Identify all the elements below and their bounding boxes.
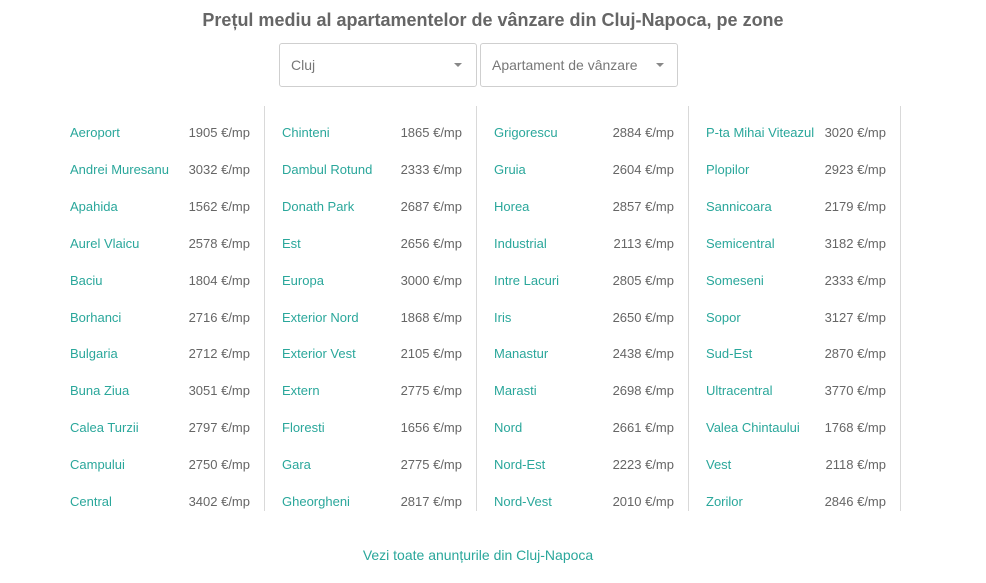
zone-row — [476, 234, 688, 254]
zone-row — [264, 381, 476, 401]
zone-row — [52, 160, 264, 180]
zone-link[interactable]: Sud-Est — [706, 346, 753, 361]
zone-row — [476, 492, 688, 512]
zone-row — [264, 271, 476, 291]
zone-price: 2870 €/mp — [824, 346, 886, 361]
zone-row — [264, 197, 476, 217]
zone-row — [688, 418, 900, 438]
zone-link[interactable]: Europa — [282, 273, 324, 288]
zone-row — [52, 492, 264, 512]
zone-link[interactable]: Industrial — [494, 236, 547, 251]
zone-price: 1905 €/mp — [188, 125, 250, 140]
zone-row — [476, 308, 688, 328]
zone-link[interactable]: Nord-Vest — [494, 494, 552, 509]
zone-row — [52, 418, 264, 438]
zone-column — [52, 106, 265, 511]
zone-link[interactable]: Borhanci — [70, 310, 122, 325]
zone-link[interactable]: Est — [282, 236, 301, 251]
zone-row — [476, 344, 688, 364]
zone-price: 2656 €/mp — [400, 236, 462, 251]
zone-link[interactable]: P-ta Mihai Viteazul — [706, 125, 815, 140]
view-all-listings-link[interactable]: Vezi toate anunțurile din Cluj-Napoca — [362, 547, 594, 563]
zone-link[interactable]: Sopor — [706, 310, 741, 325]
zone-price: 2438 €/mp — [612, 346, 674, 361]
zone-price: 3182 €/mp — [824, 236, 886, 251]
zone-price: 2857 €/mp — [612, 199, 674, 214]
zone-price: 2698 €/mp — [612, 383, 674, 398]
zone-row — [688, 455, 900, 475]
zone-link[interactable]: Dambul Rotund — [282, 162, 373, 177]
zone-price: 2333 €/mp — [824, 273, 886, 288]
zone-row — [52, 344, 264, 364]
zone-price: 2817 €/mp — [400, 494, 462, 509]
zone-row — [476, 418, 688, 438]
zone-row — [264, 344, 476, 364]
zone-row — [264, 492, 476, 512]
zone-row — [688, 197, 900, 217]
zone-price: 2750 €/mp — [188, 457, 250, 472]
zone-price: 2223 €/mp — [612, 457, 674, 472]
zone-price: 1868 €/mp — [400, 310, 462, 325]
zone-row — [264, 455, 476, 475]
zone-row — [52, 123, 264, 143]
zone-row — [688, 160, 900, 180]
zone-link[interactable]: Donath Park — [282, 199, 355, 214]
zone-price: 1562 €/mp — [188, 199, 250, 214]
zone-column — [688, 106, 901, 511]
zone-row — [688, 271, 900, 291]
zone-column — [264, 106, 477, 511]
zone-row — [688, 344, 900, 364]
zone-price: 2687 €/mp — [400, 199, 462, 214]
caret-down-icon — [656, 63, 664, 67]
zone-link[interactable]: Exterior Nord — [282, 310, 359, 325]
property-type-select-value: Apartament de vânzare — [492, 57, 638, 73]
zone-link[interactable]: Campului — [70, 457, 125, 472]
zone-link[interactable]: Grigorescu — [494, 125, 558, 140]
zone-price: 2604 €/mp — [612, 162, 674, 177]
zone-link[interactable]: Floresti — [282, 420, 325, 435]
zone-row — [476, 381, 688, 401]
zone-price: 2712 €/mp — [188, 346, 250, 361]
zone-link[interactable]: Sannicoara — [706, 199, 772, 214]
zone-price: 1768 €/mp — [824, 420, 886, 435]
zone-link[interactable]: Valea Chintaului — [706, 420, 800, 435]
zone-row — [476, 197, 688, 217]
zone-link[interactable]: Plopilor — [706, 162, 750, 177]
zone-link[interactable]: Andrei Muresanu — [70, 162, 169, 177]
zone-link[interactable]: Aeroport — [70, 125, 120, 140]
zone-link[interactable]: Calea Turzii — [70, 420, 139, 435]
zone-price: 3770 €/mp — [824, 383, 886, 398]
zone-row — [264, 418, 476, 438]
zone-link[interactable]: Central — [70, 494, 112, 509]
zone-price: 3051 €/mp — [188, 383, 250, 398]
zone-row — [52, 308, 264, 328]
zone-link[interactable]: Semicentral — [706, 236, 775, 251]
zone-row — [476, 123, 688, 143]
zone-link[interactable]: Chinteni — [282, 125, 330, 140]
zone-price: 2716 €/mp — [188, 310, 250, 325]
city-select[interactable] — [279, 43, 477, 87]
zone-price: 2105 €/mp — [400, 346, 462, 361]
page-title: Prețul mediu al apartamentelor de vânzare din Cluj-Napoca, pe zone — [202, 10, 784, 30]
zone-price: 2846 €/mp — [824, 494, 886, 509]
zone-link[interactable]: Buna Ziua — [70, 383, 130, 398]
zone-link[interactable]: Apahida — [70, 199, 118, 214]
zone-row — [264, 308, 476, 328]
zone-row — [476, 271, 688, 291]
zone-price: 2884 €/mp — [612, 125, 674, 140]
zone-link[interactable]: Someseni — [706, 273, 764, 288]
zone-price: 1804 €/mp — [188, 273, 250, 288]
zone-price: 3402 €/mp — [188, 494, 250, 509]
zone-link[interactable]: Extern — [282, 383, 320, 398]
zone-price: 1865 €/mp — [400, 125, 462, 140]
zone-price: 2118 €/mp — [825, 457, 886, 472]
zone-row — [688, 308, 900, 328]
zone-row — [688, 123, 900, 143]
zone-price: 3127 €/mp — [824, 310, 886, 325]
zone-row — [688, 492, 900, 512]
property-type-select[interactable] — [480, 43, 678, 87]
zone-price: 2179 €/mp — [824, 199, 886, 214]
zone-link[interactable]: Nord-Est — [494, 457, 546, 472]
zone-row — [264, 123, 476, 143]
zone-link[interactable]: Ultracentral — [706, 383, 773, 398]
zone-row — [264, 160, 476, 180]
zone-price: 2775 €/mp — [400, 457, 462, 472]
zone-price: 2650 €/mp — [612, 310, 674, 325]
zone-price: 2661 €/mp — [612, 420, 674, 435]
zone-link[interactable]: Gruia — [494, 162, 526, 177]
zone-price: 3000 €/mp — [400, 273, 462, 288]
city-select-value: Cluj — [291, 57, 316, 73]
zone-link[interactable]: Manastur — [494, 346, 549, 361]
zone-price: 3032 €/mp — [188, 162, 250, 177]
zone-link[interactable]: Nord — [494, 420, 523, 435]
zone-row — [52, 381, 264, 401]
zone-price: 2010 €/mp — [612, 494, 674, 509]
zone-price: 2923 €/mp — [824, 162, 886, 177]
zone-price: 3020 €/mp — [824, 125, 886, 140]
zone-row — [476, 160, 688, 180]
zone-price: 2113 €/mp — [613, 236, 674, 251]
zone-price: 1656 €/mp — [400, 420, 462, 435]
zone-row — [688, 234, 900, 254]
zone-link[interactable]: Aurel Vlaicu — [70, 236, 140, 251]
zone-link[interactable]: Iris — [494, 310, 512, 325]
zone-link[interactable]: Gheorgheni — [282, 494, 350, 509]
zone-price: 2775 €/mp — [400, 383, 462, 398]
zone-price: 2797 €/mp — [188, 420, 250, 435]
zone-row — [52, 234, 264, 254]
zone-row — [688, 381, 900, 401]
zone-link[interactable]: Horea — [494, 199, 530, 214]
zone-row — [52, 197, 264, 217]
zone-link[interactable]: Bulgaria — [70, 346, 118, 361]
caret-down-icon — [454, 63, 462, 67]
zone-row — [476, 455, 688, 475]
zone-price: 2578 €/mp — [188, 236, 250, 251]
zone-row — [264, 234, 476, 254]
zone-link[interactable]: Gara — [282, 457, 311, 472]
zone-row — [52, 455, 264, 475]
zone-link[interactable]: Zorilor — [706, 494, 743, 509]
zone-price: 2805 €/mp — [612, 273, 674, 288]
zone-link[interactable]: Baciu — [70, 273, 103, 288]
zone-link[interactable]: Marasti — [494, 383, 537, 398]
zone-column — [476, 106, 689, 511]
zone-row — [52, 271, 264, 291]
zone-link[interactable]: Intre Lacuri — [494, 273, 560, 288]
zone-price: 2333 €/mp — [400, 162, 462, 177]
zone-link[interactable]: Vest — [706, 457, 732, 472]
zone-link[interactable]: Exterior Vest — [282, 346, 356, 361]
